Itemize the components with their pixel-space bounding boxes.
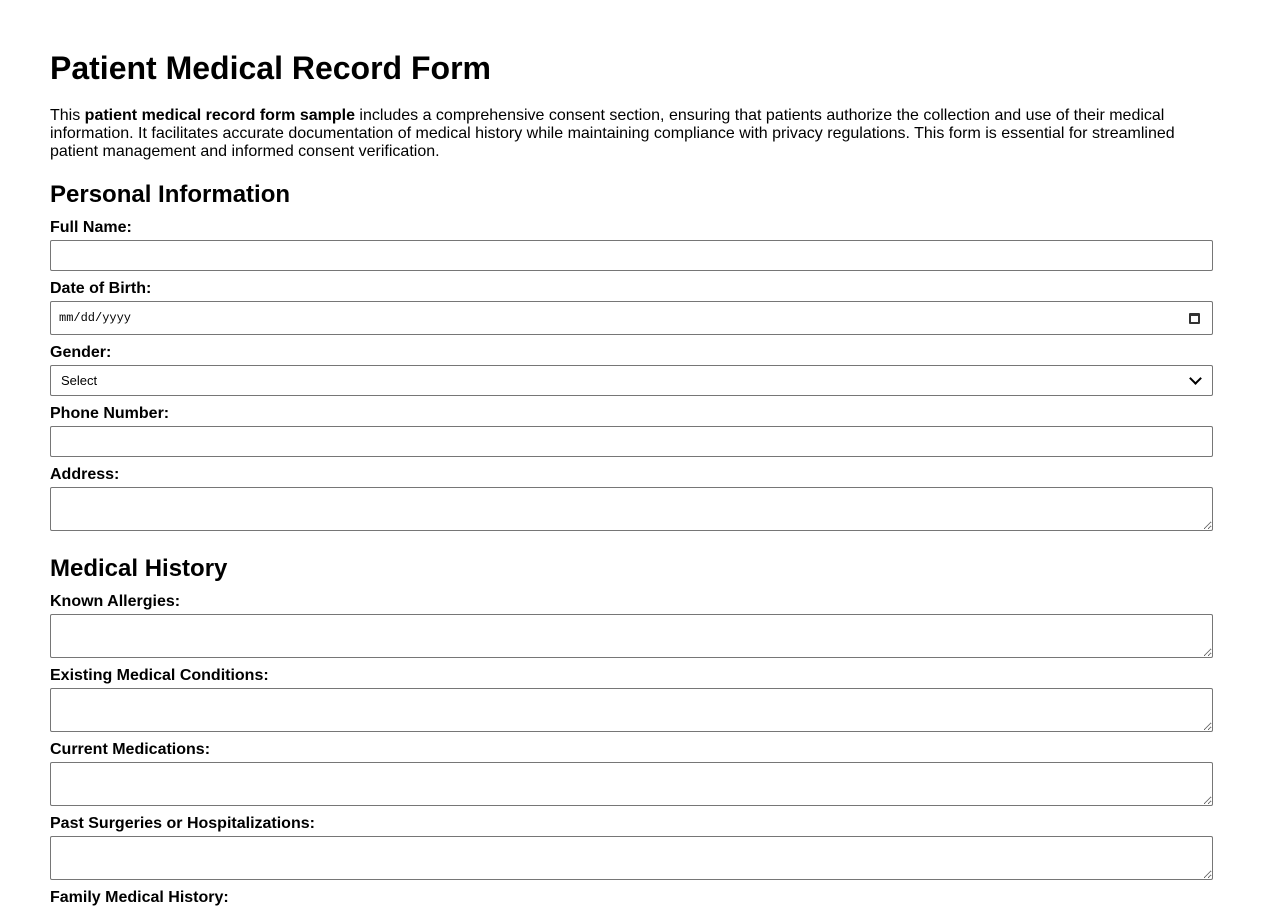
allergies-textarea[interactable] — [50, 614, 1213, 658]
intro-suffix: includes a comprehensive consent section, ensuring that patients authorize the collection and use of their medical information. It facilitates accurate documentation of medical history while maintaining compliance with privacy regulations. This form is essential for streamlined patient management and informed consent verification. — [50, 107, 1175, 160]
section-heading-personal: Personal Information — [50, 181, 291, 208]
dob-label: Date of Birth: — [50, 280, 152, 297]
phone-input[interactable] — [50, 426, 1213, 457]
gender-selected-value: Select — [61, 373, 98, 388]
intro-bold: patient medical record form sample — [84, 107, 355, 124]
chevron-down-icon — [1189, 372, 1202, 385]
gender-select[interactable] — [50, 365, 1213, 396]
address-label: Address: — [50, 466, 120, 483]
phone-label: Phone Number: — [50, 405, 170, 422]
family-history-label: Family Medical History: — [50, 889, 229, 906]
calendar-icon[interactable] — [1189, 313, 1200, 324]
medications-label: Current Medications: — [50, 741, 211, 758]
allergies-label: Known Allergies: — [50, 593, 181, 610]
surgeries-textarea[interactable] — [50, 836, 1213, 880]
surgeries-label: Past Surgeries or Hospitalizations: — [50, 815, 315, 832]
full-name-input[interactable] — [50, 240, 1213, 271]
medications-textarea[interactable] — [50, 762, 1213, 806]
dob-placeholder: mm/dd/yyyy — [59, 311, 132, 325]
page-title: Patient Medical Record Form — [50, 50, 491, 86]
address-textarea[interactable] — [50, 487, 1213, 531]
conditions-label: Existing Medical Conditions: — [50, 667, 269, 684]
gender-label: Gender: — [50, 344, 112, 361]
intro-paragraph — [50, 107, 1213, 161]
intro-prefix: This — [50, 107, 85, 124]
dob-input[interactable] — [50, 301, 1213, 335]
conditions-textarea[interactable] — [50, 688, 1213, 732]
full-name-label: Full Name: — [50, 219, 132, 236]
section-heading-medical: Medical History — [50, 555, 228, 582]
